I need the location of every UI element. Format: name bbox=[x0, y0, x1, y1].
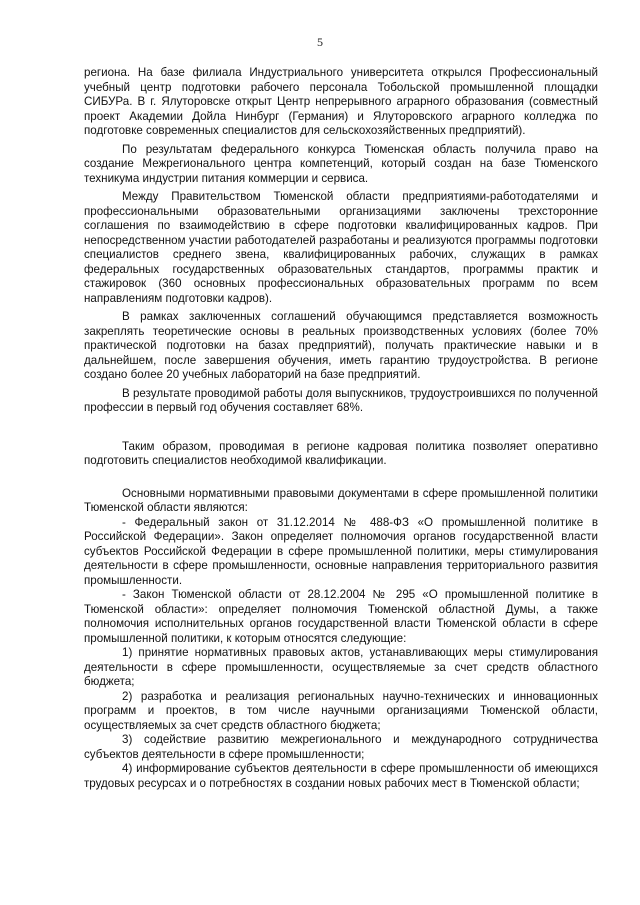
document-body bbox=[84, 66, 598, 791]
paragraph: Между Правительством Тюменской области предприятиями-работодателями и профессиональными образовательными организациями заключены трехсторонние соглашения по взаимодействию в сфере подготовки квалифицированных кадров. При непосредственном участии работодателей разработаны и реализуются программы подготовки специалистов среднего звена, квалифицированных рабочих, служащих в рамках федеральных государственных образовательных стандартов, программы практик и стажировок (360 основных профессиональных образовательных программ по всем направлениям подготовки кадров). bbox=[84, 190, 598, 305]
list-item: 1) принятие нормативных правовых актов, устанавливающих меры стимулирования деятельности в сфере промышленности, осуществляемые за счет средств областного бюджета; bbox=[84, 646, 598, 688]
list-item: - Закон Тюменской области от 28.12.2004 № 295 «О промышленной политике в Тюменской области»: определяет полномочия Тюменской областной Думы, а также полномочия исполнительных органов государственной власти Тюменской области в сфере промышленной политики, к которым относятся следующие: bbox=[84, 588, 598, 645]
page-number: 5 bbox=[317, 35, 323, 49]
list-item: - Федеральный закон от 31.12.2014 № 488-ФЗ «О промышленной политике в Российской Федерации». Закон определяет полномочия органов государственной власти субъектов Российской Федерации в сфере промышленной политики, меры стимулирования деятельности в сфере промышленности, основные направления территориального развития промышленности. bbox=[84, 515, 598, 587]
paragraph: По результатам федерального конкурса Тюменская область получила право на создание Межрегионального центра компетенций, который создан на базе Тюменского техникума индустрии питания коммерции и сервиса. bbox=[84, 142, 598, 185]
list-item: 3) содействие развитию межрегионального и международного сотрудничества субъектов деятельности в сфере промышленности; bbox=[84, 733, 598, 761]
paragraph: В результате проводимой работы доля выпускников, трудоустроившихся по полученной профессии в первый год обучения составляет 68%. bbox=[84, 386, 598, 414]
paragraph: В рамках заключенных соглашений обучающимся представляется возможность закреплять теоретические основы в реальных производственных условиях (более 70% практической подготовки на базах предприятий), получать практические навыки и в дальнейшем, после завершения обучения, иметь гарантию трудоустройства. В регионе создано более 20 учебных лабораторий на базе предприятий. bbox=[84, 310, 598, 381]
list-item: 4) информирование субъектов деятельности в сфере промышленности об имеющихся трудовых ресурсах и о потребностях в создании новых рабочих мест в Тюменской области; bbox=[84, 762, 598, 790]
paragraph: региона. На базе филиала Индустриального университета открылся Профессиональный учебный центр подготовки рабочего персонала Тобольской промышленной площадки СИБУРа. В г. Ялуторовске открыт Центр непрерывного аграрного образования (совместный проект Академии Дойла Нинбург (Германия) и Ялуторовского аграрного колледжа по подготовке современных специалистов для сельскохозяйственных предприятий). bbox=[84, 66, 598, 137]
paragraph: Таким образом, проводимая в регионе кадровая политика позволяет оперативно подготовить специалистов необходимой квалификации. bbox=[84, 439, 598, 467]
paragraph: Основными нормативными правовыми документами в сфере промышленной политики Тюменской области являются: bbox=[84, 486, 598, 514]
list-item: 2) разработка и реализация региональных научно-технических и инновационных программ и проектов, в том числе научными организациями Тюменской области, осуществляемых за счет средств областного бюджета; bbox=[84, 689, 598, 732]
